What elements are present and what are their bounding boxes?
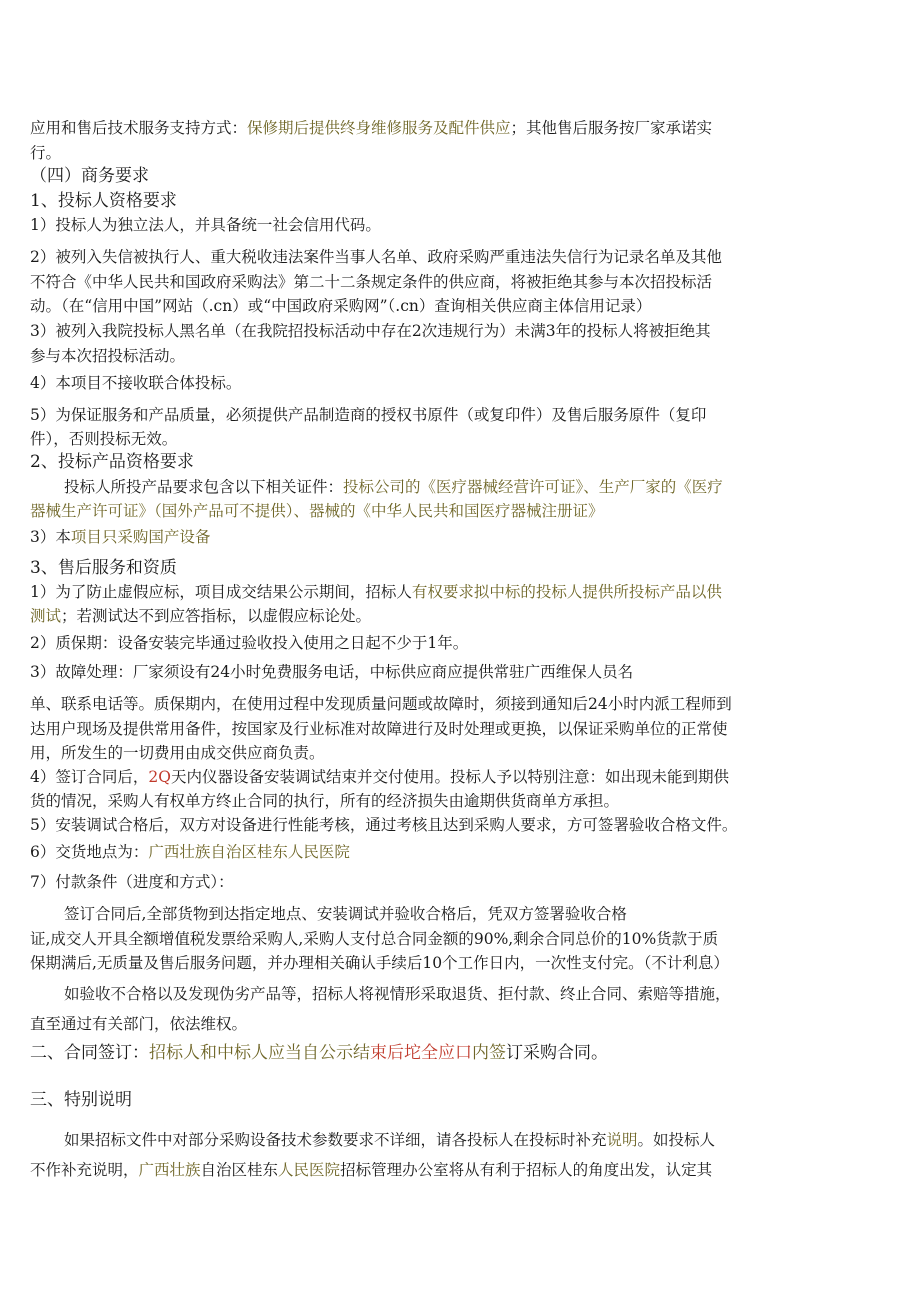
requirement-2-line1: 2）被列入失信被执行人、重大税收违法案件当事人名单、政府采购严重违法失信行为记录名单及其他 xyxy=(30,248,722,266)
section-special-notes: 三、特别说明 xyxy=(30,1090,132,1110)
requirement-3-line1: 3）被列入我院投标人黑名单（在我院招投标活动中存在2次违规行为）未满3年的投标人将被拒绝其 xyxy=(30,322,711,340)
after-sales-2: 2）质保期：设备安装完毕通过验收投入使用之日起不少于1年。 xyxy=(30,634,469,652)
product-qualification-domestic: 3）本项目只采购国产设备 xyxy=(30,528,211,546)
payment-terms-line1: 签订合同后,全部货物到达指定地点、安装调试并验收合格后，凭双方签署验收合格 xyxy=(64,905,627,923)
heading-bidder-qualification: 1、投标人资格要求 xyxy=(30,191,177,211)
product-qualification-line2: 器械生产许可证》（国外产品可不提供）、器械的《中华人民共和国医疗器械注册证》 xyxy=(30,502,604,520)
heading-after-sales: 3、售后服务和资质 xyxy=(30,558,177,578)
after-sales-3-line2: 单、联系电话等。质保期内，在使用过程中发现质量问题或故障时，须接到通知后24小时内派工程师到 xyxy=(30,695,732,713)
section-heading-business: （四）商务要求 xyxy=(30,166,149,186)
payment-terms-line3: 保期满后,无质量及售后服务问题，并办理相关确认手续后10个工作日内，一次性支付完。（不计利息） xyxy=(30,954,729,972)
acceptance-failure-line2: 直至通过有关部门，依法维权。 xyxy=(30,1015,248,1033)
payment-terms-line2: 证,成交人开具全额增值税发票给采购人,采购人支付总合同金额的90%,剩余合同总价的10%货款于质 xyxy=(30,930,719,948)
after-sales-3-line4: 用，所发生的一切费用由成交供应商负责。 xyxy=(30,744,325,762)
acceptance-failure-line1: 如验收不合格以及发现伪劣产品等，招标人将视情形采取退货、拒付款、终止合同、索赔等措施， xyxy=(64,985,731,1003)
paragraph-service-support-cont: 行。 xyxy=(30,144,62,162)
requirement-5-line2: 件），否则投标无效。 xyxy=(30,430,178,448)
paragraph-service-support: 应用和售后技术服务支持方式：保修期后提供终身维修服务及配件供应；其他售后服务按厂家承诺实 xyxy=(30,119,713,137)
after-sales-3-line1: 3）故障处理：厂家须设有24小时免费服务电话，中标供应商应提供常驻广西维保人员名 xyxy=(30,663,634,681)
after-sales-7-payment-heading: 7）付款条件（进度和方式）： xyxy=(30,873,234,891)
requirement-5-line1: 5）为保证服务和产品质量，必须提供产品制造商的授权书原件（或复印件）及售后服务原件（复印 xyxy=(30,406,707,424)
section-contract-signing: 二、合同签订：招标人和中标人应当自公示结束后坨全应口内签订采购合同。 xyxy=(30,1043,608,1063)
requirement-3-line2: 参与本次招投标活动。 xyxy=(30,347,186,365)
requirement-4: 4）本项目不接收联合体投标。 xyxy=(30,374,242,392)
special-notes-line1: 如果招标文件中对部分采购设备技术参数要求不详细，请各投标人在投标时补充说明。如投标人 xyxy=(64,1131,716,1149)
after-sales-4-line2: 货的情况，采购人有权单方终止合同的执行，所有的经济损失由逾期供货商单方承担。 xyxy=(30,792,620,810)
after-sales-1-line1: 1）为了防止虚假应标，项目成交结果公示期间，招标人有权要求拟中标的投标人提供所投标产品以供 xyxy=(30,583,722,601)
after-sales-3-line3: 达用户现场及提供常用备件，按国家及行业标准对故障进行及时处理或更换，以保证采购单位的正常使 xyxy=(30,720,728,738)
requirement-2-line3: 动。（在“信用中国”网站（.cn）或“中国政府采购网”（.cn）查询相关供应商主体信用记录） xyxy=(30,297,652,315)
after-sales-1-line2: 测试；若测试达不到应答指标，以虚假应标论处。 xyxy=(30,607,372,625)
after-sales-5: 5）安装调试合格后，双方对设备进行性能考核，通过考核且达到采购人要求，方可签署验收合格文件。 xyxy=(30,816,738,834)
requirement-1: 1）投标人为独立法人，并具备统一社会信用代码。 xyxy=(30,216,381,234)
special-notes-line2: 不作补充说明，广西壮族自治区桂东人民医院招标管理办公室将从有利于招标人的角度出发，认定其 xyxy=(30,1161,713,1179)
heading-product-qualification: 2、投标产品资格要求 xyxy=(30,452,194,472)
after-sales-6-delivery: 6）交货地点为：广西壮族自治区桂东人民医院 xyxy=(30,843,350,861)
after-sales-4-line1: 4）签订合同后，2Q天内仪器设备安装调试结束并交付使用。投标人予以特别注意：如出现未能到期供 xyxy=(30,768,729,786)
requirement-2-line2: 不符合《中华人民共和国政府采购法》第二十二条规定条件的供应商，将被拒绝其参与本次招投标活 xyxy=(30,273,713,291)
product-qualification-line1: 投标人所投产品要求包含以下相关证件：投标公司的《医疗器械经营许可证》、生产厂家的《医疗 xyxy=(64,478,723,496)
